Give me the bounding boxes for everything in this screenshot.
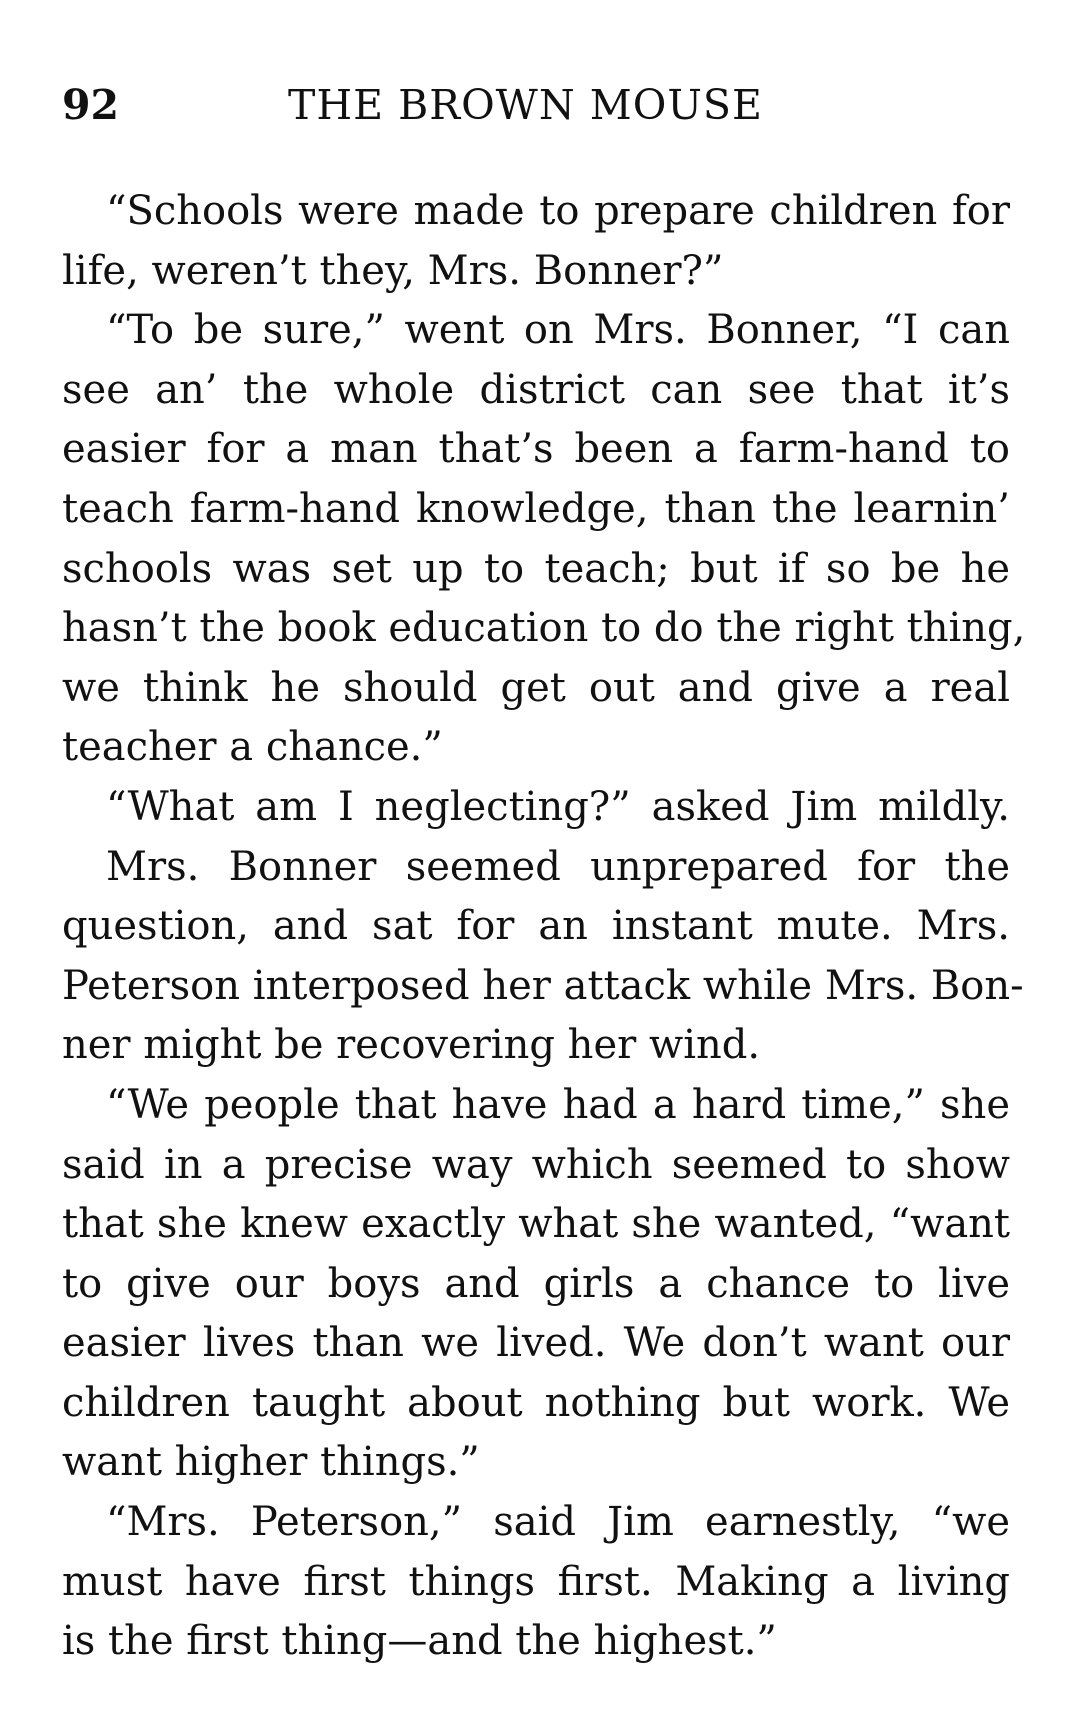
paragraph <box>62 1076 1010 1493</box>
paragraph <box>62 182 1010 301</box>
text-line: children taught about nothing but work. We <box>62 1379 1010 1426</box>
text-line: “Schools were made to prepare children for <box>106 188 1010 234</box>
text-line: “What am I neglecting?” asked Jim mildly. <box>106 783 1010 830</box>
text-line: to give our boys and girls a chance to live <box>62 1260 1010 1307</box>
text-line: teacher a chance.” <box>62 724 443 771</box>
paragraph <box>62 301 1026 778</box>
text-line: ner might be recovering her wind. <box>62 1022 761 1069</box>
text-line: we think he should get out and give a real <box>62 664 1010 711</box>
paragraph <box>62 1493 1010 1672</box>
text-line: Peterson interposed her attack while Mrs. Bon- <box>62 962 1024 1009</box>
text-line: see an’ the whole district can see that it’s <box>62 366 1010 413</box>
text-line: that she knew exactly what she wanted, “want <box>62 1201 1010 1248</box>
page-header <box>62 80 1002 130</box>
text-line: easier lives than we lived. We don’t want our <box>62 1320 1010 1367</box>
text-line: schools was set up to teach; but if so be he <box>62 545 1010 592</box>
text-line: easier for a man that’s been a farm-hand to <box>62 426 1010 473</box>
text-line: Mrs. Bonner seemed unprepared for the <box>106 843 1010 890</box>
text-line: question, and sat for an instant mute. Mrs. <box>62 903 1010 950</box>
running-title: THE BROWN MOUSE <box>288 81 763 129</box>
text-line: said in a precise way which seemed to show <box>62 1141 1010 1188</box>
text-line: want higher things.” <box>62 1439 480 1486</box>
text-line: teach farm-hand knowledge, than the learnin’ <box>62 485 1010 532</box>
text-line: is the first thing—and the highest.” <box>62 1618 777 1665</box>
paragraph <box>62 838 1024 1076</box>
text-line: hasn’t the book education to do the right thing, <box>62 605 1026 652</box>
paragraph <box>62 778 1010 838</box>
text-line: life, weren’t they, Mrs. Bonner?” <box>62 247 724 294</box>
page-number: 92 <box>62 81 120 129</box>
body-text <box>62 182 1026 1672</box>
text-line: “Mrs. Peterson,” said Jim earnestly, “we <box>106 1499 1010 1546</box>
text-line: must have first things first. Making a living <box>62 1558 1010 1605</box>
text-line: “We people that have had a hard time,” she <box>106 1081 1010 1128</box>
text-line: “To be sure,” went on Mrs. Bonner, “I can <box>106 307 1010 354</box>
